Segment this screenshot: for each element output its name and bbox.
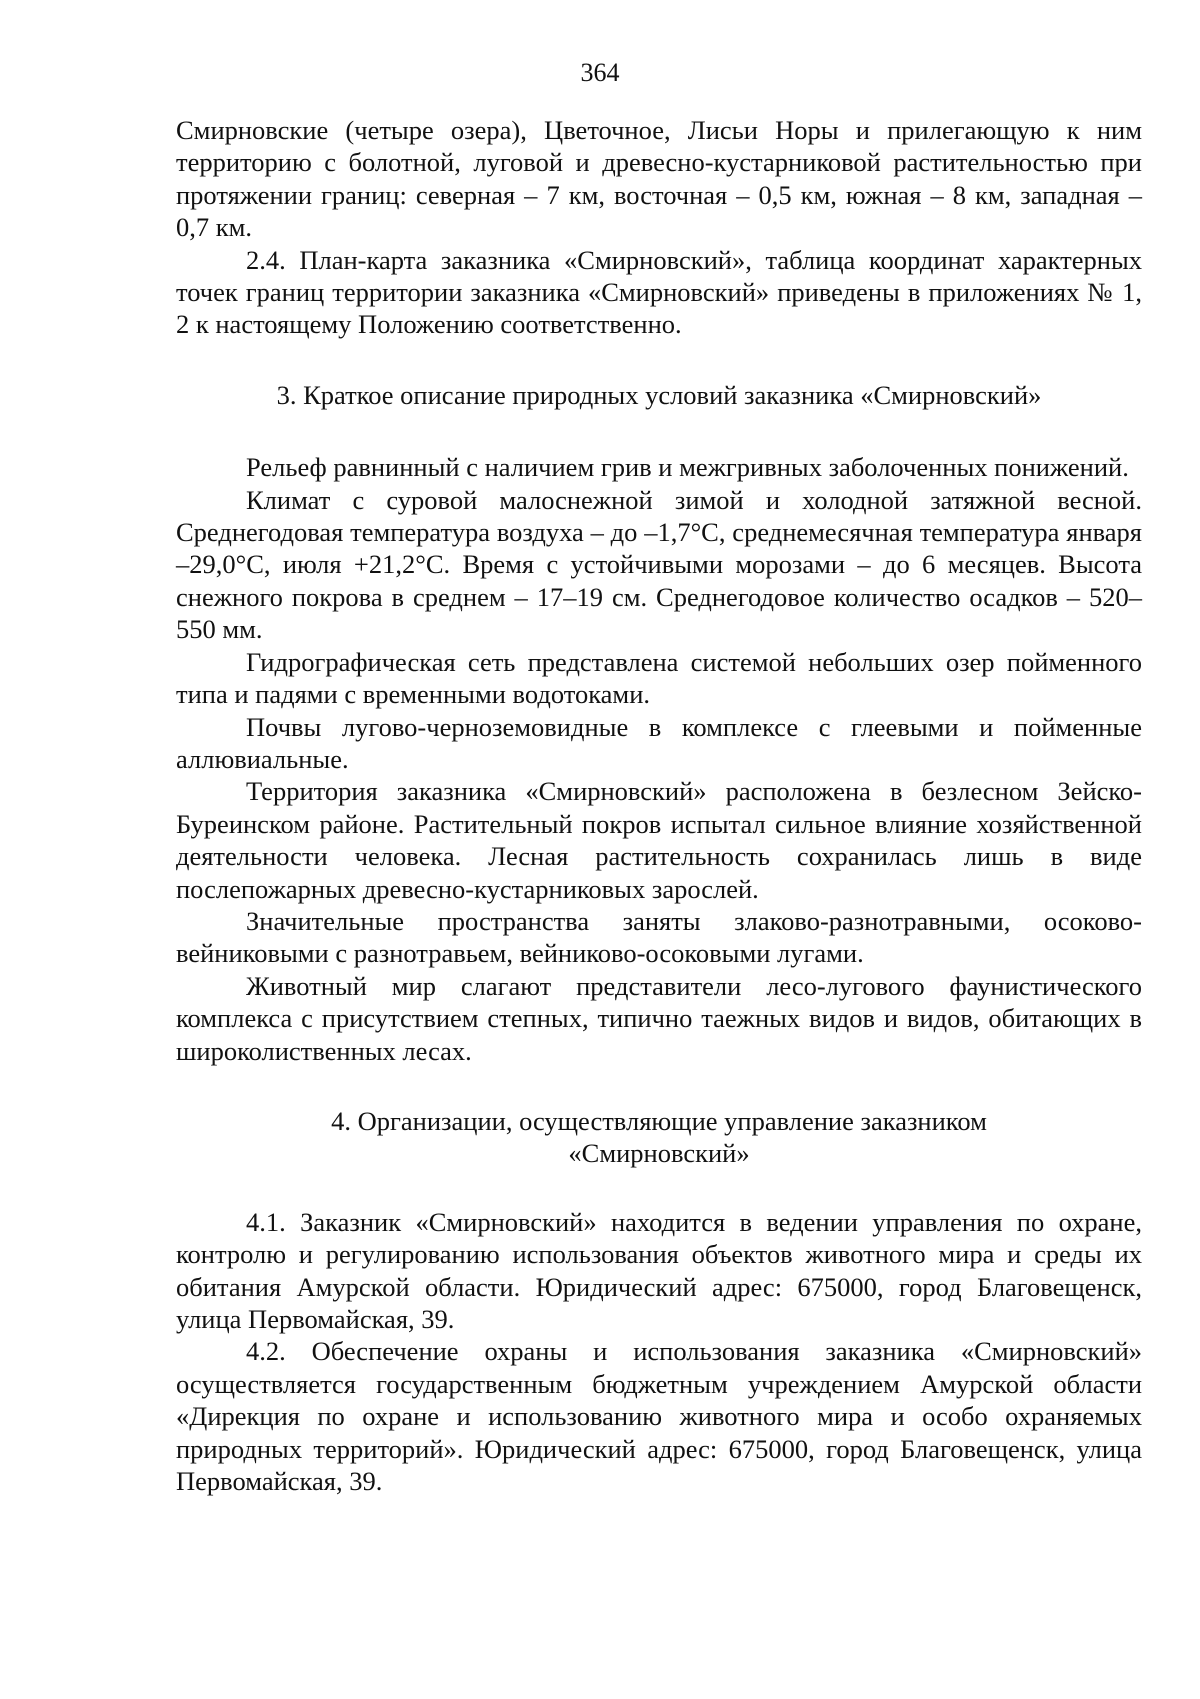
paragraph-meadows: Значительные пространства заняты злаково-разнотравными, осоково-вейниковыми с разнотравьем, вейниково-осоковыми лугами.: [176, 905, 1142, 969]
paragraph-4-2: 4.2. Обеспечение охраны и использования заказника «Смирновский» осуществляется государственным бюджетным учреждением Амурской области «Дирекция по охране и использованию животного мира и особо охраняемых природных территорий». Юридический адрес: 675000, город Благовещенск, улица Первомайская, 39.: [176, 1336, 1142, 1497]
paragraph-soils: Почвы лугово-черноземовидные в комплексе с глеевыми и пойменные аллювиальные.: [176, 711, 1142, 774]
section-4-heading-line-2: «Смирновский»: [568, 1138, 750, 1169]
paragraph-fauna: Животный мир слагают представители лесо-лугового фаунистического комплекса с присутствием степных, типично таежных видов и видов, обитающих в широколиственных лесах.: [176, 970, 1142, 1066]
paragraph-relief: Рельеф равнинный с наличием грив и межгривных заболоченных понижений.: [246, 452, 1129, 483]
paragraph-2-4: 2.4. План-карта заказника «Смирновский», таблица координат характерных точек границ территории заказника «Смирновский» приведены в приложениях № 1, 2 к настоящему Положению соответственно.: [176, 244, 1142, 340]
paragraph-4-1: 4.1. Заказник «Смирновский» находится в ведении управления по охране, контролю и регулированию использования объектов животного мира и среды их обитания Амурской области. Юридический адрес: 675000, город Благовещенск, улица Первомайская, 39.: [176, 1206, 1142, 1334]
document-body: [176, 114, 1142, 1497]
paragraph-vegetation: Территория заказника «Смирновский» расположена в безлесном Зейско-Буреинском районе. Растительный покров испытал сильное влияние хозяйственной деятельности человека. Лесная растительность сохранилась лишь в виде послепожарных древесно-кустарниковых зарослей.: [176, 776, 1142, 904]
section-3-heading: 3. Краткое описание природных условий заказника «Смирновский»: [276, 379, 1042, 410]
paragraph-climate: Климат с суровой малоснежной зимой и холодной затяжной весной. Среднегодовая температура воздуха – до –1,7°С, среднемесячная температура января –29,0°С, июля +21,2°С. Время с устойчивыми морозами – до 6 месяцев. Высота снежного покрова в среднем – 17–19 см. Среднегодовое количество осадков – 520–550 мм.: [176, 484, 1142, 645]
paragraph-hydrography: Гидрографическая сеть представлена системой небольших озер пойменного типа и падями с временными водотоками.: [176, 646, 1142, 710]
section-4-heading: [176, 1105, 1142, 1170]
paragraph-territory-boundaries: Смирновские (четыре озера), Цветочное, Лисьи Норы и прилегающую к ним территорию с болотной, луговой и древесно-кустарниковой растительностью при протяжении границ: северная – 7 км, восточная – 0,5 км, южная – 8 км, западная – 0,7 км.: [176, 115, 1142, 243]
page-number: 364: [580, 58, 620, 87]
section-4-heading-line-1: 4. Организации, осуществляющие управление заказником: [331, 1105, 987, 1136]
